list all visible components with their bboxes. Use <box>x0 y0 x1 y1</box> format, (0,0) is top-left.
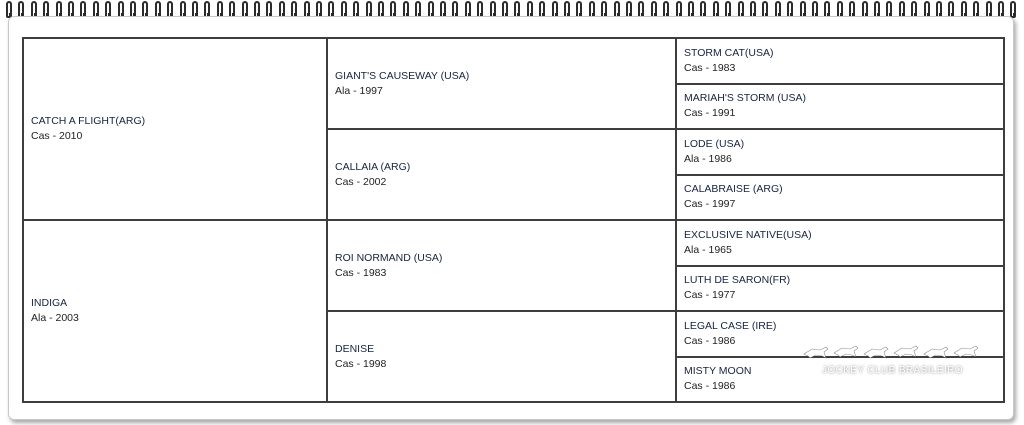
racehorse-silhouettes-icon <box>800 338 980 364</box>
sire-cell <box>23 38 327 220</box>
ancestor-name-4[interactable]: CALABRAISE (ARG) <box>684 183 783 196</box>
ancestor-info-4: Cas - 1997 <box>684 198 736 211</box>
ancestor-name-2[interactable]: MARIAH'S STORM (USA) <box>684 92 806 105</box>
dam-sire-cell <box>327 220 676 311</box>
binding-coil <box>1010 1 1016 18</box>
dam-dam-name[interactable]: DENISE <box>335 342 375 355</box>
sire-sire-name[interactable]: GIANT'S CAUSEWAY (USA) <box>335 69 470 82</box>
dam-name[interactable]: INDIGA <box>31 297 68 309</box>
dam-dam-cell <box>327 311 676 402</box>
watermark-text: JOCKEY CLUB BRASILEIRO <box>822 365 963 376</box>
ancestor-info-5: Ala - 1965 <box>684 243 732 256</box>
ancestor-name-1[interactable]: STORM CAT(USA) <box>684 46 774 59</box>
sire-sire-info: Ala - 1997 <box>335 84 383 97</box>
ancestor-cell-2 <box>676 84 1004 130</box>
ancestor-cell-3 <box>676 129 1004 175</box>
ancestor-info-7: Cas - 1986 <box>684 334 736 347</box>
dam-cell <box>23 220 327 402</box>
ancestor-info-3: Ala - 1986 <box>684 152 732 165</box>
ancestor-name-3[interactable]: LODE (USA) <box>684 137 745 150</box>
ancestor-cell-5 <box>676 220 1004 266</box>
ancestor-name-5[interactable]: EXCLUSIVE NATIVE(USA) <box>684 228 812 241</box>
ancestor-info-2: Cas - 1991 <box>684 107 736 120</box>
ancestor-name-7[interactable]: LEGAL CASE (IRE) <box>684 319 777 332</box>
dam-dam-info: Cas - 1998 <box>335 357 387 370</box>
ancestor-info-8: Cas - 1986 <box>684 380 736 393</box>
ancestor-cell-6 <box>676 266 1004 312</box>
ancestor-info-6: Cas - 1977 <box>684 289 736 302</box>
sire-sire-cell <box>327 38 676 129</box>
dam-sire-info: Cas - 1983 <box>335 266 387 279</box>
ancestor-cell-4 <box>676 175 1004 221</box>
ancestor-name-6[interactable]: LUTH DE SARON(FR) <box>684 274 791 287</box>
jockey-club-watermark <box>800 338 980 378</box>
dam-info: Ala - 2003 <box>31 312 79 324</box>
sire-name[interactable]: CATCH A FLIGHT(ARG) <box>31 115 146 127</box>
sire-info: Cas - 2010 <box>31 130 83 142</box>
sire-dam-name[interactable]: CALLAIA (ARG) <box>335 160 411 173</box>
ancestor-info-1: Cas - 1983 <box>684 61 736 74</box>
sire-dam-cell <box>327 129 676 220</box>
ancestor-cell-1 <box>676 38 1004 84</box>
ancestor-name-8[interactable]: MISTY MOON <box>684 365 752 378</box>
sire-dam-info: Cas - 2002 <box>335 175 387 188</box>
dam-sire-name[interactable]: ROI NORMAND (USA) <box>335 251 443 264</box>
